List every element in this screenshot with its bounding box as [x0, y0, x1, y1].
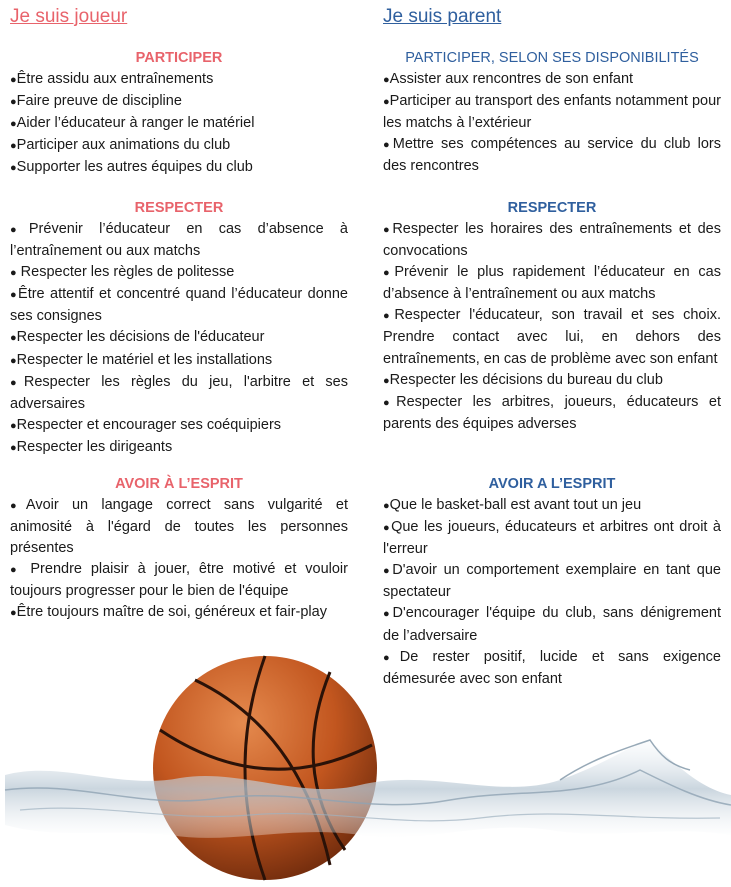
bullet-icon: ● [383, 310, 395, 323]
list-item-text: Être attentif et concentré quand l’éducateur donne ses consignes [10, 286, 348, 325]
list-item-text: Respecter et encourager ses coéquipiers [16, 416, 282, 433]
list-item-text: Faire preuve de discipline [16, 93, 182, 110]
bullet-icon: ● [383, 608, 393, 621]
bullet-icon: ● [10, 607, 17, 620]
list-item [383, 305, 721, 369]
player-respecter-heading: RESPECTER [134, 200, 224, 216]
list-item [10, 135, 348, 157]
parent-respecter-heading: RESPECTER [507, 200, 597, 216]
player-column [10, 0, 348, 621]
bullet-icon: ● [10, 224, 29, 236]
list-item [383, 495, 721, 517]
list-item-text: De rester positif, lucide et sans exigence démesurée avec son enfant [383, 648, 721, 687]
parent-title: Je suis parent [383, 6, 502, 27]
list-item-text: Assister aux rencontres de son enfant [389, 71, 634, 87]
list-item-text: Respecter les décisions de l'éducateur [16, 329, 265, 346]
list-item [10, 350, 348, 372]
bullet-icon: ● [10, 564, 22, 577]
list-item [10, 113, 348, 135]
bullet-icon: ● [10, 376, 24, 389]
player-participer-heading: PARTICIPER [135, 50, 223, 66]
list-item-text: Respecter les décisions du bureau du club [389, 371, 663, 388]
list-item [10, 437, 348, 459]
list-item-text: D'encourager l'équipe du club, sans dénigrement de l’adversaire [383, 605, 721, 644]
list-item-text: Être assidu aux entraînements [16, 71, 214, 87]
list-item [383, 134, 721, 177]
list-item-text: Prévenir le plus rapidement l’éducateur en cas d’absence à l’entraînement ou aux matchs [383, 264, 721, 303]
list-item-text: Respecter les horaires des entraînements et des convocations [383, 221, 721, 260]
bullet-icon: ● [10, 267, 17, 280]
list-item [383, 370, 721, 392]
list-item [10, 284, 348, 327]
bullet-icon: ● [383, 500, 390, 512]
bullet-icon: ● [10, 140, 17, 153]
list-item-text: Prendre plaisir à jouer, être motivé et vouloir toujours progresser pour le bien de l'équipe [10, 561, 348, 600]
list-item [383, 91, 721, 134]
basketball-icon [153, 656, 377, 880]
player-esprit-list [10, 495, 348, 625]
list-item-text: Être toujours maître de soi, généreux et fair-play [16, 604, 327, 621]
parent-respecter-list [383, 219, 721, 435]
bullet-icon: ● [383, 224, 393, 236]
list-item-text: Respecter les dirigeants [16, 438, 173, 455]
player-participer-section [10, 48, 348, 179]
list-item-text: Participer au transport des enfants notamment pour les matchs à l’extérieur [383, 93, 721, 132]
bullet-icon: ● [10, 74, 17, 86]
list-item-text: Aider l’éducateur à ranger le matériel [16, 115, 255, 132]
parent-column [383, 0, 721, 687]
list-item [10, 91, 348, 113]
list-item [383, 262, 721, 305]
list-item [10, 219, 348, 262]
list-item-text: Mettre ses compétences au service du club lors des rencontres [383, 136, 721, 175]
player-esprit-section [10, 474, 348, 625]
list-item-text: Avoir un langage correct sans vulgarité et animosité à l'égard de toutes les personnes présentes [10, 497, 348, 557]
list-item [10, 559, 348, 602]
basketball-water-illustration [0, 650, 731, 887]
list-item-text: Respecter le matériel et les installations [16, 351, 273, 368]
bullet-icon: ● [383, 565, 393, 578]
bullet-icon: ● [10, 332, 17, 345]
bullet-icon: ● [383, 74, 390, 86]
list-item-text: Participer aux animations du club [16, 137, 231, 154]
bullet-icon: ● [10, 118, 17, 131]
bullet-icon: ● [383, 267, 395, 280]
bullet-icon: ● [10, 354, 17, 367]
parent-respecter-section [383, 198, 721, 435]
bullet-icon: ● [10, 96, 17, 109]
list-item [10, 495, 348, 559]
bullet-icon: ● [383, 96, 390, 109]
list-item [10, 157, 348, 179]
list-item-text: Supporter les autres équipes du club [16, 159, 253, 176]
list-item [383, 517, 721, 560]
list-item [10, 415, 348, 437]
list-item [10, 69, 348, 91]
list-item [383, 603, 721, 646]
player-participer-list [10, 69, 348, 179]
player-esprit-heading: AVOIR À L’ESPRIT [115, 476, 243, 492]
bullet-icon: ● [10, 441, 17, 454]
list-item-text: Respecter les règles du jeu, l'arbitre et ses adversaires [10, 373, 348, 412]
bullet-icon: ● [383, 139, 393, 152]
bullet-icon: ● [383, 396, 397, 409]
parent-participer-heading: PARTICIPER, SELON SES DISPONIBILITÉS [405, 50, 699, 66]
list-item [10, 602, 348, 624]
list-item-text: Que le basket-ball est avant tout un jeu [389, 497, 642, 513]
bullet-icon: ● [383, 651, 400, 664]
list-item-text: Respecter les règles de politesse [16, 264, 235, 281]
list-item-text: Respecter l'éducateur, son travail et ses choix. Prendre contact avec lui, en dehors des entraînements, en cas de problème avec son enfant [383, 307, 721, 367]
parent-esprit-heading: AVOIR A L’ESPRIT [488, 476, 616, 492]
parent-participer-section [383, 48, 721, 177]
player-respecter-section [10, 198, 348, 459]
bullet-icon: ● [383, 522, 392, 535]
list-item [383, 392, 721, 435]
parent-participer-list [383, 69, 721, 177]
list-item-text: D'avoir un comportement exemplaire en tant que spectateur [383, 562, 721, 601]
list-item-text: Respecter les arbitres, joueurs, éducateurs et parents des équipes adverses [383, 393, 721, 432]
list-item [383, 219, 721, 262]
bullet-icon: ● [10, 289, 19, 302]
list-item [383, 560, 721, 603]
bullet-icon: ● [383, 374, 390, 387]
list-item [383, 69, 721, 91]
bullet-icon: ● [10, 419, 17, 432]
list-item-text: Que les joueurs, éducateurs et arbitres ont droit à l'erreur [383, 519, 721, 558]
list-item [10, 372, 348, 415]
bullet-icon: ● [10, 500, 26, 512]
list-item [10, 262, 348, 284]
bullet-icon: ● [10, 162, 17, 175]
list-item [10, 327, 348, 349]
player-respecter-list [10, 219, 348, 459]
player-title: Je suis joueur [10, 6, 128, 27]
list-item-text: Prévenir l’éducateur en cas d’absence à l’entraînement ou aux matchs [10, 221, 348, 260]
